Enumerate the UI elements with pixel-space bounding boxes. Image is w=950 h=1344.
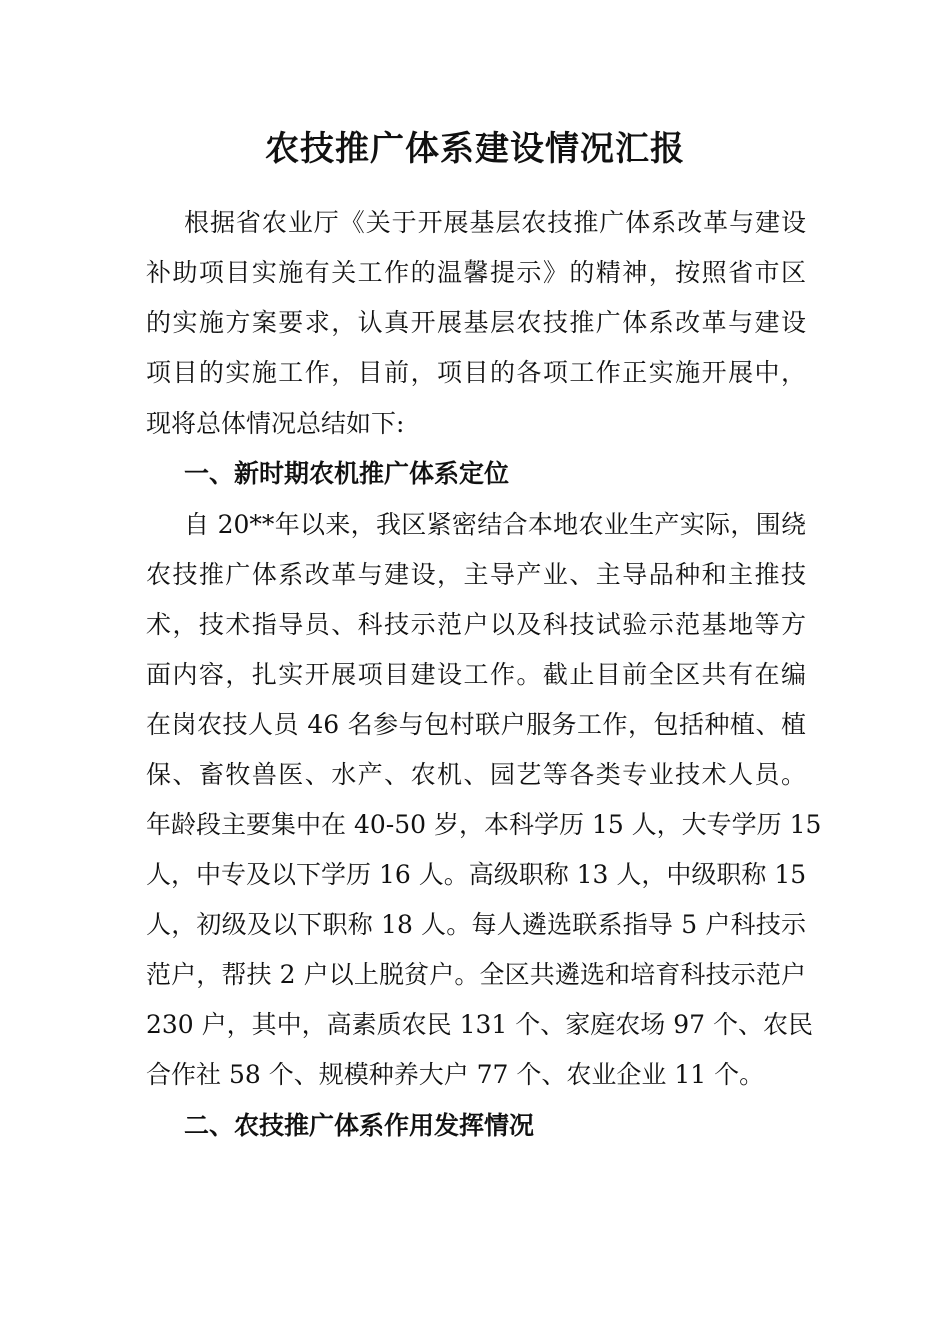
paragraph-line: 保、畜牧兽医、水产、农机、园艺等各类专业技术人员。 xyxy=(146,760,806,789)
paragraph-line: 自 20**年以来，我区紧密结合本地农业生产实际，围绕 xyxy=(184,510,806,539)
section-heading: 一、新时期农机推广体系定位 xyxy=(184,459,510,488)
paragraph-line: 在岗农技人员 46 名参与包村联户服务工作，包括种植、植 xyxy=(146,710,806,739)
paragraph-line: 年龄段主要集中在 40-50 岁，本科学历 15 人，大专学历 15 xyxy=(146,810,822,839)
paragraph-line: 的实施方案要求，认真开展基层农技推广体系改革与建设 xyxy=(146,308,806,337)
paragraph-line: 人，中专及以下学历 16 人。高级职称 13 人，中级职称 15 xyxy=(146,860,807,889)
paragraph-line: 补助项目实施有关工作的温馨提示》的精神，按照省市区 xyxy=(146,258,806,287)
paragraph-line: 230 户，其中，高素质农民 131 个、家庭农场 97 个、农民 xyxy=(146,1010,813,1039)
paragraph-line: 根据省农业厅《关于开展基层农技推广体系改革与建设 xyxy=(184,208,806,237)
paragraph-line: 项目的实施工作，目前，项目的各项工作正实施开展中， xyxy=(146,358,806,387)
paragraph-line: 现将总体情况总结如下: xyxy=(146,409,405,438)
document-title: 农技推广体系建设情况汇报 xyxy=(265,129,685,169)
section-heading: 二、农技推广体系作用发挥情况 xyxy=(184,1111,535,1140)
paragraph-line: 范户，帮扶 2 户以上脱贫户。全区共遴选和培育科技示范户 xyxy=(146,960,806,989)
paragraph-line: 农技推广体系改革与建设，主导产业、主导品种和主推技 xyxy=(146,560,806,589)
paragraph-line: 合作社 58 个、规模种养大户 77 个、农业企业 11 个。 xyxy=(146,1060,765,1089)
paragraph-line: 术，技术指导员、科技示范户以及科技试验示范基地等方 xyxy=(146,610,806,639)
paragraph-line: 人，初级及以下职称 18 人。每人遴选联系指导 5 户科技示 xyxy=(146,910,806,939)
paragraph-line: 面内容，扎实开展项目建设工作。截止目前全区共有在编 xyxy=(146,660,806,689)
